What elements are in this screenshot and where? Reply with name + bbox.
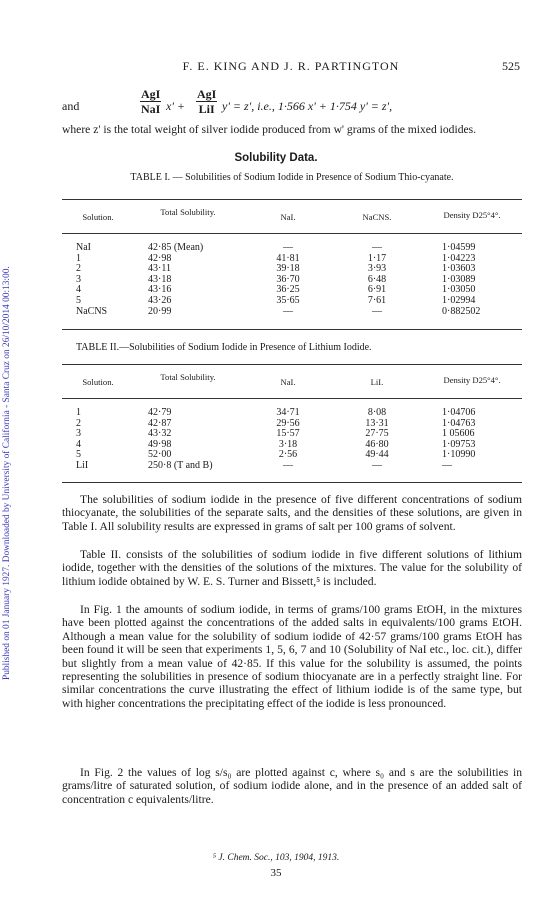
th-total-solubility: Total Solubility. [160, 207, 216, 217]
th-density: Density D25°4°. [443, 210, 501, 220]
th-nai: NaI. [280, 212, 296, 222]
footnote: ⁵ J. Chem. Soc., 103, 1904, 1913. [212, 853, 340, 863]
column-nai: 34·71 29·56 15·57 3·18 2·56 — [276, 407, 300, 471]
column-solution: NaI 1 2 3 4 5 NaCNS [76, 242, 108, 317]
section-heading: Solubility Data. [234, 152, 318, 164]
table-rule [62, 398, 522, 399]
th-total-solubility: Total Solubility. [160, 372, 216, 382]
th-solution: Solution. [82, 377, 114, 387]
column-solution: 1 2 3 4 5 LiI [76, 407, 89, 471]
column-total-solubility: 42·85 (Mean) 42·98 43·11 43·18 43·16 43·26 20·99 [148, 242, 204, 317]
running-header [62, 59, 520, 75]
equation-and: and [62, 99, 80, 113]
download-watermark [2, 80, 18, 680]
bottom-page-number: 35 [270, 867, 282, 879]
fraction-numerator: AgI [141, 87, 161, 101]
column-lii: 8·08 13·31 27·75 46·80 49·44 — [365, 407, 389, 471]
header-authors: F. E. KING AND J. R. PARTINGTON [182, 59, 400, 73]
equation-part-2: y' = z', i.e., 1·566 x' + 1·754 y' = z', [222, 99, 393, 113]
column-nai: — 41·81 39·18 36·70 36·25 35·65 — [276, 242, 300, 317]
fraction-agi-lii [196, 87, 217, 116]
column-nacns: — 1·17 3·93 6·48 6·91 7·61 — [367, 242, 387, 317]
table-rule [62, 329, 522, 330]
intro-text: where z' is the total weight of silver iodide produced from w' grams of the mixed iodides. [62, 123, 477, 136]
th-density: Density D25°4°. [443, 375, 501, 385]
table-2-caption: TABLE II.—Solubilities of Sodium Iodide in Presence of Lithium Iodide. [76, 342, 372, 353]
th-solution: Solution. [82, 212, 114, 222]
table-rule [62, 364, 522, 365]
fraction-numerator: AgI [197, 87, 217, 101]
column-density: 1·04599 1·04223 1·03603 1·03089 1·03050 1·02994 0·882502 [442, 242, 481, 317]
table-2 [62, 364, 522, 486]
body-paragraph: In Fig. 2 the values of log s/s₀ are plotted against c, where s₀ and s are the solubilities in grams/litre of saturated solution, of sodium iodide alone, and in the presence of an added salt of concentration c equivalents/litre. [62, 766, 522, 806]
table-1-caption: TABLE I. — Solubilities of Sodium Iodide in Presence of Sodium Thio-cyanate. [130, 172, 454, 183]
equation-part-1: x' + [166, 99, 185, 113]
th-nacns: NaCNS. [362, 212, 392, 222]
header-page-number: 525 [502, 59, 520, 73]
body-paragraph: Table II. consists of the solubilities of sodium iodide in five different solutions of lithium iodide, together with the densities of the solutions of the mixtures. The value for the solubility of lithium iodide obtained by W. E. S. Turner and Bissett,⁵ is included. [62, 548, 522, 588]
watermark-text: Published on 01 January 1927. Downloaded by University of California - Santa Cruz on 26/10/2014 00:13:00. [2, 266, 12, 680]
column-total-solubility: 42·79 42·87 43·32 49·98 52·00 250·8 (T and B) [148, 407, 213, 471]
table-1 [62, 199, 522, 331]
body-paragraph: The solubilities of sodium iodide in the presence of five different concentrations of sodium thiocyanate, the solubilities of the separate salts, and the densities of these solutions, are given in Table I. All solubility results are expressed in grams of salt per 100 grams of solvent. [62, 493, 522, 533]
body-paragraph: In Fig. 1 the amounts of sodium iodide, in terms of grams/100 grams EtOH, in the mixtures have been plotted against the concentrations of the added salts in equivalents/100 grams EtOH. Although a mean value for the solubility of sodium iodide of 42·57 grams/100 grams EtOH has been found it will be seen that experiments 1, 5, 6, 7 and 10 (Solubility of NaI etc., loc. cit.), differ but slightly from a mean value of 42·85. If this value for the solubility is assumed, the points representing the solubilities in presence of sodium thiocyanate are in a perfectly straight line. For similar concentrations the curve illustrating the effect of lithium iodide is of the same type, but with higher concentrations the precipitating effect of the iodide is less pronounced. [62, 603, 522, 710]
table-rule [62, 233, 522, 234]
table-rule [62, 482, 522, 483]
equation [62, 87, 522, 127]
table-rule [62, 199, 522, 200]
column-density: 1·04706 1·04763 1 05606 1·09753 1·10990 — [442, 407, 476, 471]
th-lii: LiI. [370, 377, 384, 387]
fraction-denominator: NaI [141, 102, 161, 116]
th-nai: NaI. [280, 377, 296, 387]
fraction-agi-nai [140, 87, 161, 116]
fraction-denominator: LiI [198, 102, 215, 116]
